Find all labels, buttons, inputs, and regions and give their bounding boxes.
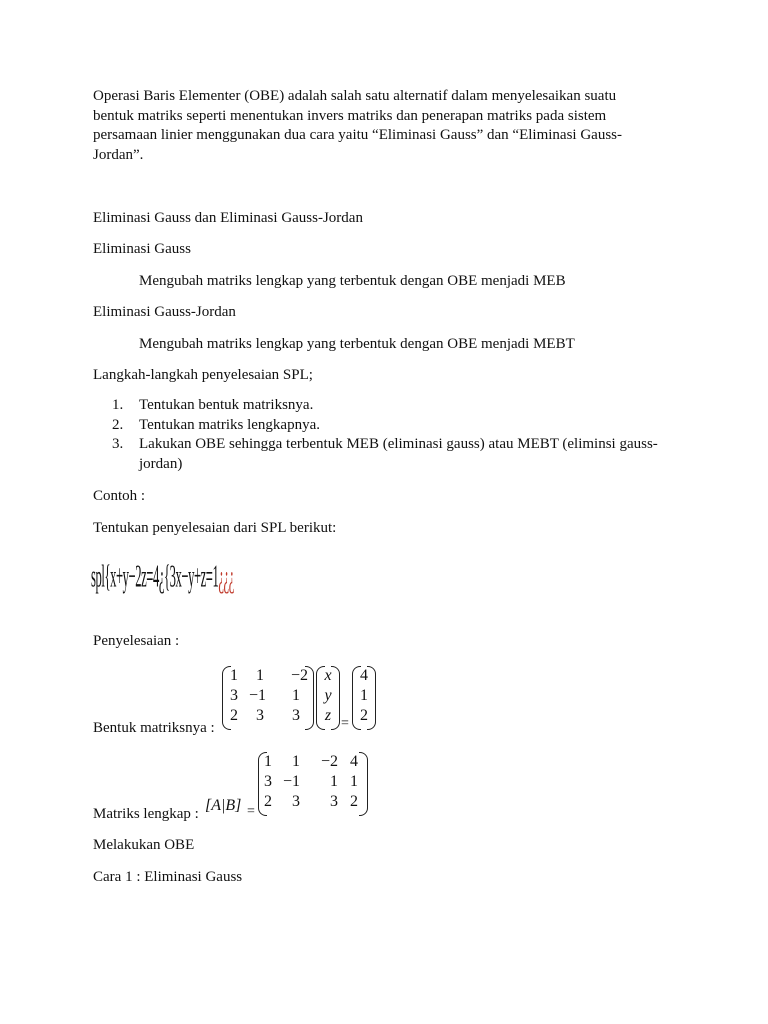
matrix-form-label: Bentuk matriksnya : — [93, 720, 215, 736]
matrix-cell: 3 — [292, 707, 300, 724]
intro-line: bentuk matriks seperti menentukan invers matriks dan penerapan matriks pada sistem — [93, 107, 607, 124]
intro-line: persamaan linier menggunakan dua cara yaitu “Eliminasi Gauss” dan “Eliminasi Gauss- — [93, 127, 622, 143]
list-text: Tentukan bentuk matriksnya. — [139, 397, 314, 413]
matrix-cell: 3 — [330, 793, 338, 810]
matrix-cell: 1 — [230, 667, 238, 684]
list-item — [112, 435, 658, 474]
matrix-cell: 3 — [256, 707, 264, 724]
vector-cell: 4 — [360, 667, 368, 684]
steps-list — [112, 396, 658, 474]
gauss-jordan-title: Eliminasi Gauss-Jordan — [93, 304, 236, 320]
spl-equation — [91, 556, 234, 616]
gauss-jordan-description: Mengubah matriks lengkap yang terbentuk dengan OBE menjadi MEBT — [139, 336, 575, 352]
intro-paragraph — [93, 87, 653, 165]
matrix-cell: 3 — [264, 773, 272, 790]
matrix-cell: −2 — [290, 667, 308, 684]
augmented-matrix — [258, 752, 368, 814]
rhs-vector — [352, 666, 376, 728]
section-heading: Eliminasi Gauss dan Eliminasi Gauss-Jordan — [93, 210, 363, 226]
obe-label: Melakukan OBE — [93, 837, 195, 853]
matrix-cell: −2 — [320, 753, 338, 770]
matrix-cell: 2 — [264, 793, 272, 810]
list-item — [112, 416, 658, 436]
equals-sign: = — [247, 804, 255, 819]
matrix-cell: 1 — [264, 753, 272, 770]
matrix-cell: 3 — [292, 793, 300, 810]
matrix-cell: 4 — [350, 753, 358, 770]
matrix-cell: 1 — [350, 773, 358, 790]
example-prompt: Tentukan penyelesaian dari SPL berikut: — [93, 520, 337, 536]
vector-cell: z — [324, 707, 332, 724]
list-text: Tentukan matriks lengkapnya. — [139, 416, 320, 433]
gauss-title: Eliminasi Gauss — [93, 241, 191, 257]
matrix-cell: 1 — [330, 773, 338, 790]
intro-line: Jordan”. — [93, 146, 144, 163]
matrix-cell: 1 — [292, 687, 300, 704]
matrix-cell: −1 — [282, 773, 300, 790]
list-number: 1. — [112, 397, 124, 413]
intro-line: Operasi Baris Elementer (OBE) adalah salah satu alternatif dalam menyelesaikan suatu — [93, 88, 617, 104]
gauss-description: Mengubah matriks lengkap yang terbentuk dengan OBE menjadi MEB — [139, 273, 566, 289]
vector-cell: 1 — [360, 687, 368, 704]
equation-placeholder: ¿¿¿ — [218, 559, 234, 594]
vector-cell: y — [324, 687, 332, 704]
equation-text: spl{x+y−2z=4¿{3x−y+z=1 — [91, 559, 219, 594]
list-number: 2. — [112, 416, 124, 433]
variable-vector — [316, 666, 340, 728]
steps-heading: Langkah-langkah penyelesaian SPL; — [93, 367, 313, 383]
augmented-lhs: [A|B] — [205, 797, 242, 814]
method-label: Cara 1 : Eliminasi Gauss — [93, 869, 243, 885]
right-paren — [359, 752, 368, 816]
matrix-cell: 1 — [292, 753, 300, 770]
matrix-cell: −1 — [248, 687, 266, 704]
vector-cell: 2 — [360, 707, 368, 724]
list-text: Lakukan OBE sehingga terbentuk MEB (eliminasi gauss) atau MEBT (eliminsi gauss- — [139, 436, 658, 452]
solution-label: Penyelesaian : — [93, 633, 180, 649]
matrix-cell: 2 — [230, 707, 238, 724]
matrix-cell: 2 — [350, 793, 358, 810]
matrix-cell: 3 — [230, 687, 238, 704]
list-text: jordan) — [139, 455, 183, 472]
list-item — [112, 396, 658, 416]
matrix-cell: 1 — [256, 667, 264, 684]
coefficient-matrix — [222, 666, 314, 728]
vector-cell: x — [324, 667, 332, 684]
example-label: Contoh : — [93, 488, 146, 504]
equals-sign: = — [341, 716, 349, 731]
augmented-label: Matriks lengkap : — [93, 806, 199, 822]
list-number: 3. — [112, 436, 124, 452]
